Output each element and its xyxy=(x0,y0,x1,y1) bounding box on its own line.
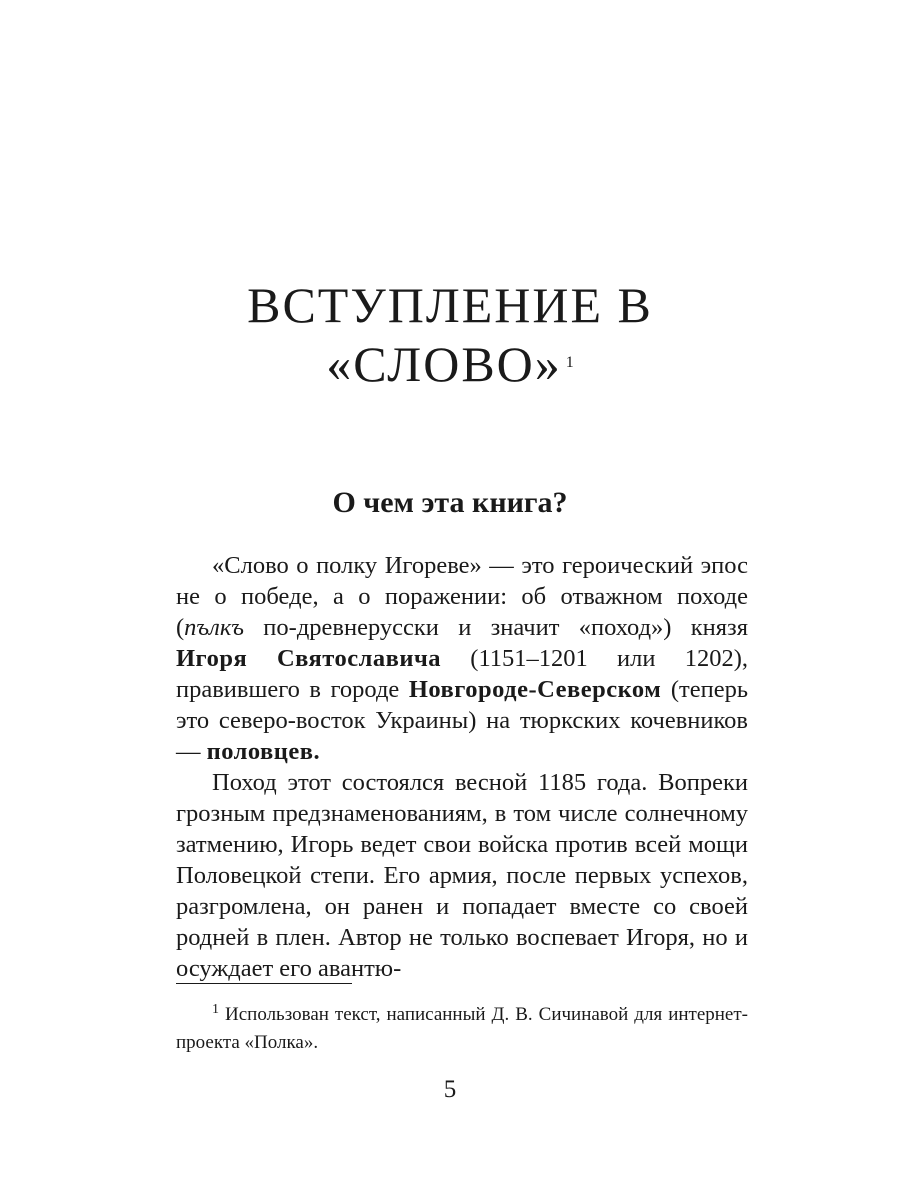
paragraph-1-text-d: (теперь это северо-восток Украины) на тюркских кочевников — xyxy=(176,676,748,765)
paragraph-2: Поход этот состоялся весной 1185 года. Вопреки грозным предзнаменованиям, в том числе солнечному затмению, Игорь ведет свои войска против всей мощи Половецкой степи. Его армия, после первых успехов, разгромлена, он ранен и попадает вместе со своей родней в плен. Автор не только воспевает Игоря, но и осуждает его авантю- xyxy=(176,769,748,982)
footnote-reference[interactable]: 1 xyxy=(565,354,574,371)
paragraph-1-text-b: по-древнерусски и значит «поход») князя xyxy=(244,614,748,641)
footnote-divider xyxy=(176,983,352,984)
footnote xyxy=(176,996,748,1057)
prince-name: Игоря Святославича xyxy=(176,645,442,672)
paragraph-1-text-a: «Слово о полку Игореве» — это героический эпос не о победе, а о поражении: об отважном походе ( xyxy=(176,552,748,641)
footnote-text: Использован текст, написанный Д. В. Сичинавой для интернет-проекта «Полка». xyxy=(176,1004,748,1053)
chapter-title xyxy=(0,276,900,393)
chapter-title-line-2 xyxy=(0,334,900,393)
city-name: Новгороде-Северском xyxy=(408,676,662,703)
footnote-number: 1 xyxy=(212,1002,219,1017)
chapter-title-line-1: ВСТУПЛЕНИЕ В xyxy=(247,277,653,333)
body-text xyxy=(176,550,748,984)
nomads-name: половцев. xyxy=(206,738,321,765)
chapter-title-word: «СЛОВО» xyxy=(326,336,562,392)
old-russian-word: пълкъ xyxy=(184,614,244,641)
paragraph-1 xyxy=(176,550,748,767)
paragraph-1-text-c: (1151–1201 или 1202), правившего в городе xyxy=(176,645,748,703)
section-heading: О чем эта книга? xyxy=(332,486,568,519)
page-number: 5 xyxy=(443,1076,457,1103)
